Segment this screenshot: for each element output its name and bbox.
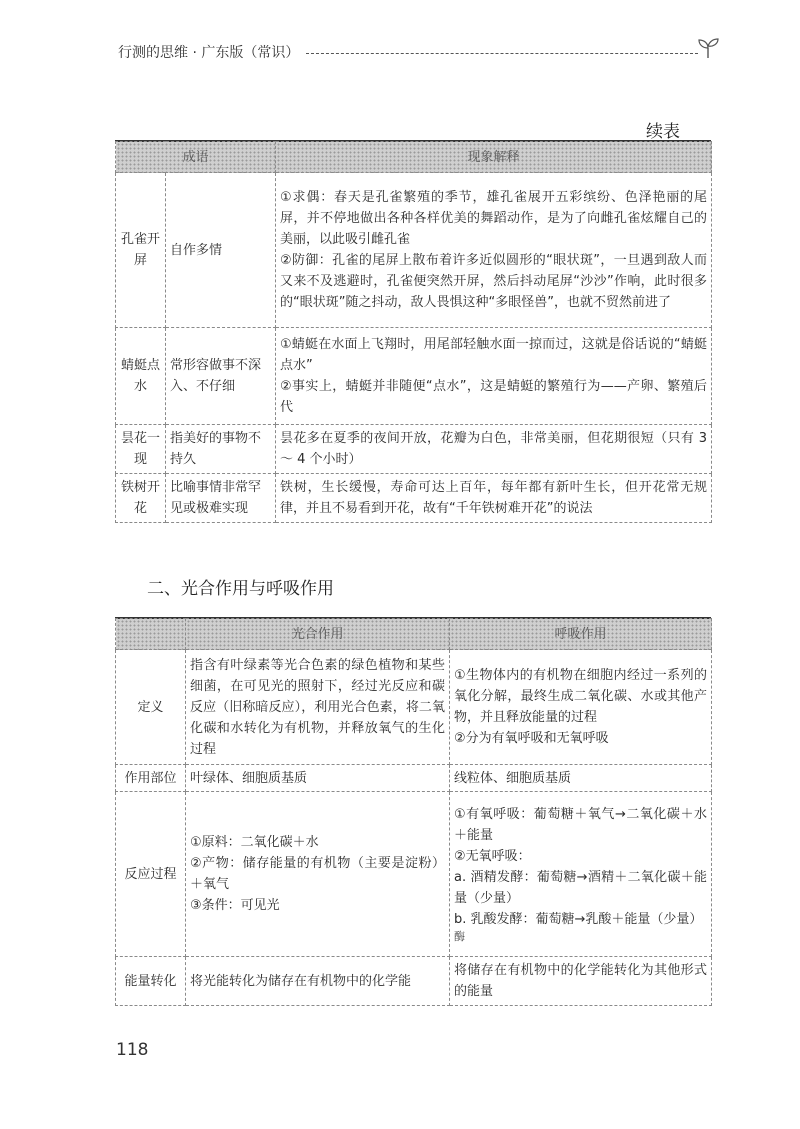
idiom-explanation <box>276 425 712 474</box>
table-row <box>116 765 712 792</box>
cell-line: ③条件：可见光 <box>190 898 280 913</box>
comparison-header-respiration: 呼吸作用 <box>450 619 712 650</box>
explanation-line: ②防御：孔雀的尾屏上散布着许多近似圆形的“眼状斑”，一旦遇到敌人而又来不及逃避时，孔雀便突然开屏，然后抖动尾屏“沙沙”作响，此时很多的“眼状斑”随之抖动，敌人畏惧这种“多眼怪兽”，也就不贸然前进了 <box>280 253 708 310</box>
cell-line: 将储存在有机物中的化学能转化为其他形式的能量 <box>454 963 707 999</box>
respiration-cell <box>450 650 712 765</box>
cell-line: 线粒体、细胞质基质 <box>454 770 572 786</box>
comparison-header-blank <box>116 619 186 650</box>
explanation-line: 铁树，生长缓慢，寿命可达上百年，每年都有新叶生长，但开花常无规律，并且不易看到开花，故有“千年铁树难开花”的说法 <box>280 480 708 516</box>
explanation-line: ①求偶：春天是孔雀繁殖的季节，雄孔雀展开五彩缤纷、色泽艳丽的尾屏，并不停地做出各种各样优美的舞蹈动作，是为了向雌孔雀炫耀自己的美丽，以此吸引雌孔雀 <box>280 190 708 247</box>
photosynthesis-cell <box>186 792 450 957</box>
idiom-meaning: 比喻事情非常罕见或极难实现 <box>166 474 276 523</box>
cell-line: b. 乳酸发酵：葡萄糖→乳酸＋能量（少量） <box>454 912 703 927</box>
cell-line: 将光能转化为储存在有机物中的化学能 <box>190 973 412 989</box>
photosynthesis-cell <box>186 957 450 1006</box>
idiom-table <box>115 141 712 523</box>
idiom-table-header-idiom: 成语 <box>116 142 276 173</box>
idiom-explanation <box>276 474 712 523</box>
idiom-meaning: 指美好的事物不持久 <box>166 425 276 474</box>
respiration-cell <box>450 957 712 1006</box>
idiom-table-header-row <box>116 142 712 173</box>
cell-line: ②分为有氧呼吸和无氧呼吸 <box>454 731 609 746</box>
table-row <box>116 173 712 328</box>
photosynthesis-respiration-table <box>115 618 712 1006</box>
table-row <box>116 957 712 1006</box>
respiration-cell <box>450 792 712 957</box>
cell-line: ②产物：储存能量的有机物（主要是淀粉）＋氧气 <box>190 856 445 892</box>
table-row <box>116 425 712 474</box>
idiom-explanation <box>276 328 712 425</box>
photosynthesis-cell <box>186 650 450 765</box>
row-label: 反应过程 <box>116 792 186 957</box>
idiom-table-header-explanation: 现象解释 <box>276 142 712 173</box>
enzyme-condition-note: 酶 <box>454 930 465 943</box>
section-title: 二、光合作用与呼吸作用 <box>147 579 334 599</box>
running-header <box>118 36 718 66</box>
table-row <box>116 474 712 523</box>
explanation-line: 昙花多在夏季的夜间开放，花瓣为白色，非常美丽，但花期很短（只有 3 ～ 4 个小时） <box>280 431 708 467</box>
sprout-icon <box>696 36 720 60</box>
cell-line: ①生物体内的有机物在细胞内经过一系列的氧化分解，最终生成二氧化碳、水或其他产物，并且释放能量的过程 <box>454 668 707 725</box>
respiration-cell <box>450 765 712 792</box>
header-rule <box>306 53 698 54</box>
idiom-explanation <box>276 173 712 328</box>
idiom-name: 昙花一现 <box>116 425 166 474</box>
comparison-header-photosynthesis: 光合作用 <box>186 619 450 650</box>
explanation-line: ①蜻蜓在水面上飞翔时，用尾部轻触水面一掠而过，这就是俗话说的“蜻蜓点水” <box>280 337 708 373</box>
idiom-meaning: 自作多情 <box>166 173 276 328</box>
idiom-name: 铁树开花 <box>116 474 166 523</box>
cell-line: 指含有叶绿素等光合色素的绿色植物和某些细菌，在可见光的照射下，经过光反应和碳反应（旧称暗反应），利用光合色素，将二氧化碳和水转化为有机物，并释放氧气的生化过程 <box>190 657 445 757</box>
cell-line: a. 酒精发酵：葡萄糖→酒精＋二氧化碳＋能量（少量） <box>454 870 707 906</box>
photosynthesis-cell <box>186 765 450 792</box>
explanation-line: ②事实上，蜻蜓并非随便“点水”，这是蜻蜓的繁殖行为——产卵、繁殖后代 <box>280 379 708 415</box>
continued-label: 续表 <box>646 122 680 142</box>
row-label: 定义 <box>116 650 186 765</box>
row-label: 能量转化 <box>116 957 186 1006</box>
comparison-header-row <box>116 619 712 650</box>
cell-line: ②无氧呼吸： <box>454 849 531 864</box>
cell-line: ①原料：二氧化碳＋水 <box>190 835 319 850</box>
running-header-title: 行测的思维 · 广东版（常识） <box>118 45 300 61</box>
idiom-name: 孔雀开屏 <box>116 173 166 328</box>
idiom-meaning: 常形容做事不深入、不仔细 <box>166 328 276 425</box>
table-row <box>116 328 712 425</box>
table-row <box>116 792 712 957</box>
row-label: 作用部位 <box>116 765 186 792</box>
page-number: 118 <box>116 1040 149 1060</box>
idiom-name: 蜻蜓点水 <box>116 328 166 425</box>
cell-line: ①有氧呼吸：葡萄糖＋氧气→二氧化碳＋水＋能量 <box>454 807 707 843</box>
table-row <box>116 650 712 765</box>
cell-line: 叶绿体、细胞质基质 <box>190 770 308 786</box>
